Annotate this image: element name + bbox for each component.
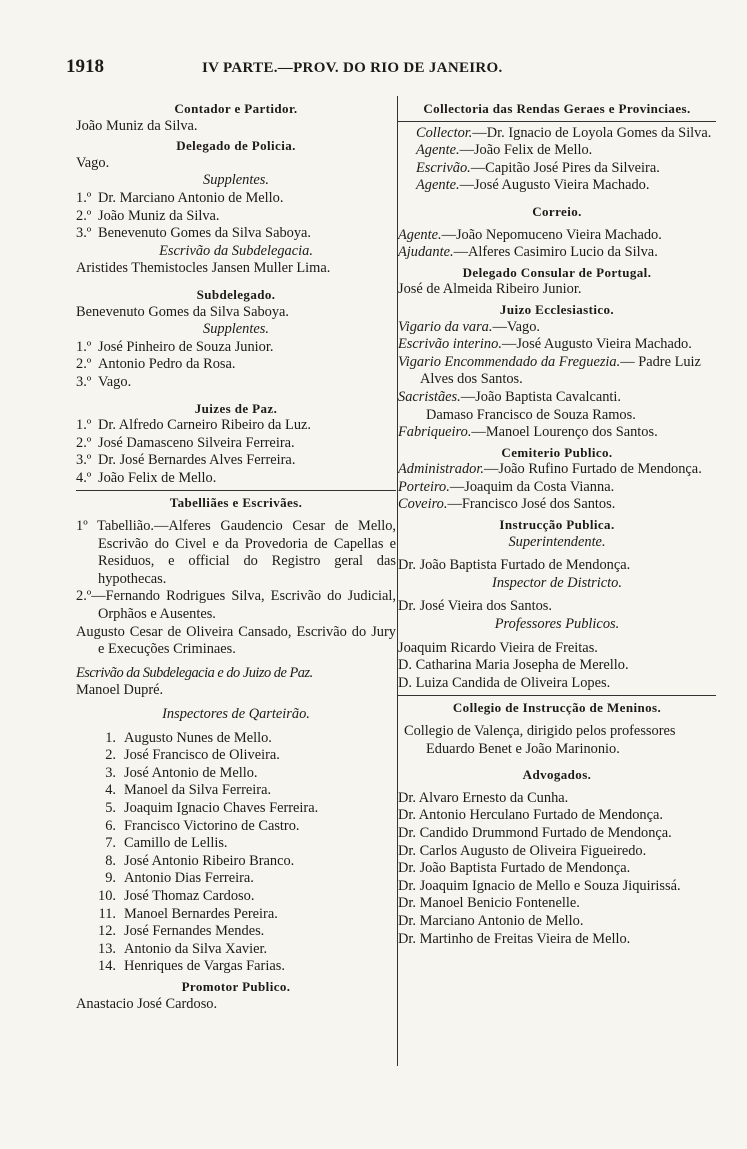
juizo-heading: Juizo Ecclesiastico.	[499, 301, 615, 317]
list-item: 10. José Thomaz Cardoso.	[98, 887, 255, 904]
promotor-heading: Promotor Publico.	[181, 978, 291, 994]
delegado-name: Vago.	[76, 154, 110, 171]
right-column	[398, 98, 716, 948]
delegado-heading: Delegado de Policia.	[176, 138, 296, 154]
collectoria-heading: Collectoria das Rendas Geraes e Provinciaes.	[423, 101, 691, 116]
section-rule	[398, 695, 716, 696]
list-item: Coveiro.—Francisco José dos Santos.	[398, 496, 616, 513]
list-item: Dr. Marciano Antonio de Mello.	[398, 912, 584, 929]
list-item: 2. José Francisco de Oliveira.	[105, 747, 280, 764]
juizes-list	[76, 417, 396, 487]
list-item: 5. Joaquim Ignacio Chaves Ferreira.	[105, 799, 319, 816]
contador-heading: Contador e Partidor.	[174, 101, 298, 116]
collegio-heading: Collegio de Instrucção de Meninos.	[452, 700, 662, 716]
list-item: Damaso Francisco de Souza Ramos.	[426, 406, 636, 423]
list-item: Dr. Alvaro Ernesto da Cunha.	[398, 789, 569, 806]
list-item: 1. Augusto Nunes de Mello.	[105, 729, 272, 746]
list-item: Ajudante.—Alferes Casimiro Lucio da Silva.	[398, 244, 658, 261]
section-rule	[76, 490, 396, 491]
list-item: 3. José Antonio de Mello.	[105, 764, 258, 781]
list-item: 1.º José Pinheiro de Souza Junior.	[76, 338, 274, 355]
subdelegado-heading: Subdelegado.	[196, 286, 276, 302]
tabelliao-entry: Augusto Cesar de Oliveira Cansado, Escrivão do Jury e Execuções Criminaes.	[76, 623, 396, 658]
list-item: 3.º Vago.	[76, 373, 132, 390]
list-item: Dr. Carlos Augusto de Oliveira Figueiredo.	[398, 842, 647, 859]
list-item: 4.º João Felix de Mello.	[76, 469, 217, 486]
juizes-heading: Juizes de Paz.	[194, 400, 278, 416]
consular-heading: Delegado Consular de Portugal.	[462, 264, 652, 280]
superintendente-name: Dr. João Baptista Furtado de Mendonça.	[398, 557, 631, 574]
collectoria-list	[398, 125, 716, 195]
juizo-list	[398, 319, 716, 442]
superintendente-heading: Superintendente.	[508, 533, 606, 550]
escrivao-juizo-name: Manoel Dupré.	[76, 682, 164, 699]
list-item: 4. Manoel da Silva Ferreira.	[105, 782, 272, 799]
tabelliao-entry: 2.º—Fernando Rodrigues Silva, Escrivão do Judicial, Orphãos e Ausentes.	[76, 588, 396, 623]
contador-name: João Muniz da Silva.	[76, 117, 198, 134]
list-item: Joaquim Ricardo Vieira de Freitas.	[398, 639, 598, 656]
inspectores-list	[76, 730, 396, 976]
list-item: Sacristães.—João Baptista Cavalcanti.	[398, 388, 622, 405]
escrivao-subdelegacia-heading: Escrivão da Subdelegacia.	[159, 242, 313, 259]
inspector-name: Dr. José Vieira dos Santos.	[398, 598, 552, 615]
supplentes-heading: Supplentes.	[203, 172, 269, 189]
list-item: 3.º Dr. José Bernardes Alves Ferreira.	[76, 452, 296, 469]
supplentes-list	[76, 190, 396, 243]
cemiterio-heading: Cemiterio Publico.	[501, 444, 613, 460]
page-number: 1918	[66, 56, 104, 77]
list-item: 12. José Fernandes Mendes.	[98, 923, 265, 940]
advogados-list	[398, 790, 716, 948]
list-item: 11. Manoel Bernardes Pereira.	[98, 905, 278, 922]
list-item: 14. Henriques de Vargas Farias.	[98, 958, 285, 975]
list-item: 7. Camillo de Lellis.	[105, 835, 228, 852]
professores-heading: Professores Publicos.	[494, 616, 620, 633]
running-head: IV PARTE.—PROV. DO RIO DE JANEIRO.	[202, 60, 503, 76]
supplentes-list	[76, 339, 396, 392]
list-item: Dr. Manoel Benicio Fontenelle.	[398, 895, 580, 912]
promotor-name: Anastacio José Cardoso.	[76, 995, 218, 1012]
list-item: D. Catharina Maria Josepha de Merello.	[398, 657, 629, 674]
supplentes-heading: Supplentes.	[203, 321, 269, 338]
professores-list	[398, 640, 716, 693]
list-item: Dr. Joaquim Ignacio de Mello e Souza Jiquirissá.	[398, 877, 681, 894]
list-item: Escrivão.—Capitão José Pires da Silveira.	[416, 159, 660, 176]
inspectores-heading: Inspectores de Qarteirão.	[162, 706, 310, 722]
list-item: Collector.—Dr. Ignacio de Loyola Gomes da Silva.	[416, 124, 712, 141]
list-item: 6. Francisco Victorino de Castro.	[105, 817, 300, 834]
escrivao-subdelegacia-name: Aristides Themistocles Jansen Muller Lima.	[76, 260, 331, 277]
list-item: Fabriqueiro.—Manoel Lourenço dos Santos.	[398, 424, 658, 441]
escrivao-juizo-heading: Escrivão da Subdelegacia e do Juizo de Paz.	[76, 664, 313, 681]
cemiterio-list	[398, 461, 716, 514]
list-item: 1.º Dr. Marciano Antonio de Mello.	[76, 189, 284, 206]
tabelliaes-heading: Tabelliães e Escrivães.	[169, 495, 303, 511]
subdelegado-name: Benevenuto Gomes da Silva Saboya.	[76, 303, 290, 320]
list-item: Agente.—João Felix de Mello.	[416, 142, 593, 159]
section-rule	[398, 121, 716, 122]
list-item: Agente.—João Nepomuceno Vieira Machado.	[398, 226, 662, 243]
list-item: Administrador.—João Rufino Furtado de Mendonça.	[398, 461, 702, 478]
list-item: 3.º Benevenuto Gomes da Silva Saboya.	[76, 225, 312, 242]
list-item: 9. Antonio Dias Ferreira.	[105, 870, 254, 887]
list-item: 13. Antonio da Silva Xavier.	[98, 940, 268, 957]
inspector-heading: Inspector de Districto.	[492, 574, 622, 591]
list-item: 2.º João Muniz da Silva.	[76, 207, 220, 224]
list-item: Vigario da vara.—Vago.	[398, 318, 541, 335]
list-item: Escrivão interino.—José Augusto Vieira Machado.	[398, 336, 692, 353]
instruccao-heading: Instrucção Publica.	[499, 517, 615, 533]
list-item: Dr. Candido Drummond Furtado de Mendonça.	[398, 824, 672, 841]
list-item: Porteiro.—Joaquim da Costa Vianna.	[398, 478, 615, 495]
left-column	[76, 98, 396, 1013]
tabelliao-entry: 1º Tabellião.—Alferes Gaudencio Cesar de Mello, Escrivão do Civel e da Provedoria de Capellas e Residuos, e official do Registro geral das hypothecas.	[76, 518, 396, 587]
collegio-text: Collegio de Valença, dirigido pelos professores Eduardo Benet e João Marinonio.	[404, 723, 676, 757]
list-item: Dr. Antonio Herculano Furtado de Mendonça.	[398, 807, 663, 824]
list-item: 2.º José Damasceno Silveira Ferreira.	[76, 434, 295, 451]
correio-list	[398, 227, 716, 262]
list-item: 2.º Antonio Pedro da Rosa.	[76, 356, 236, 373]
consular-name: José de Almeida Ribeiro Junior.	[398, 281, 582, 298]
correio-heading: Correio.	[532, 203, 582, 219]
list-item: Dr. Martinho de Freitas Vieira de Mello.	[398, 930, 631, 947]
list-item: Agente.—José Augusto Vieira Machado.	[416, 177, 650, 194]
list-item: 1.º Dr. Alfredo Carneiro Ribeiro da Luz.	[76, 417, 311, 434]
list-item: 8. José Antonio Ribeiro Branco.	[105, 852, 295, 869]
advogados-heading: Advogados.	[522, 767, 592, 783]
list-item: D. Luiza Candida de Oliveira Lopes.	[398, 674, 611, 691]
list-item: Vigario Encommendado da Freguezia.— Padre Luiz Alves dos Santos.	[398, 353, 701, 388]
list-item: Dr. João Baptista Furtado de Mendonça.	[398, 860, 631, 877]
